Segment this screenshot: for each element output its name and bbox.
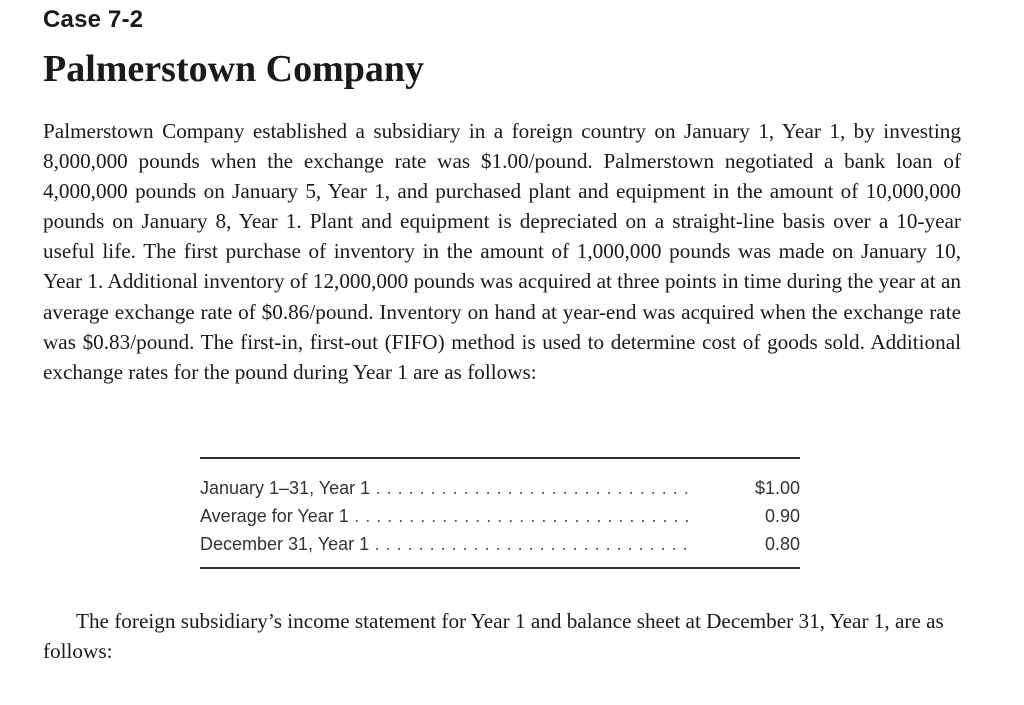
rate-label: Average for Year 1 . . . [200,502,695,530]
rate-row [200,530,800,558]
closing-paragraph: The foreign subsidiary’s income statement for Year 1 and balance sheet at December 31, Year 1, are as follows: [43,609,944,663]
exchange-rate-table [200,457,800,569]
rate-label: December 31, Year 1 . . . [200,530,695,558]
rate-row [200,502,800,530]
page-title: Palmerstown Company [43,48,425,90]
rate-value: 0.90 [764,506,800,526]
rate-label: January 1–31, Year 1 . . . [200,474,695,502]
rate-value: $1.00 [754,478,800,498]
rate-row [200,474,800,502]
rate-value: 0.80 [764,534,800,554]
case-description-paragraph: Palmerstown Company established a subsidiary in a foreign country on January 1, Year 1, by investing 8,000,000 pounds when the exchange rate was $1.00/pound. Palmerstown negotiated a bank loan of 4,000,000 pounds on January 5, Year 1, and purchased plant and equipment in the amount of 10,000,000 pounds on January 8, Year 1. Plant and equipment is depreciated on a straight-line basis over a 10-year useful life. The first purchase of inventory in the amount of 1,000,000 pounds was made on January 10, Year 1. Additional inventory of 12,000,000 pounds was acquired at three points in time during the year at an average exchange rate of $0.86/pound. Inventory on hand at year-end was acquired when the exchange rate was $0.83/pound. The first-in, first-out (FIFO) method is used to determine cost of goods sold. Additional exchange rates for the pound during Year 1 are as follows: [43,119,961,384]
case-label: Case 7-2 [43,6,144,33]
